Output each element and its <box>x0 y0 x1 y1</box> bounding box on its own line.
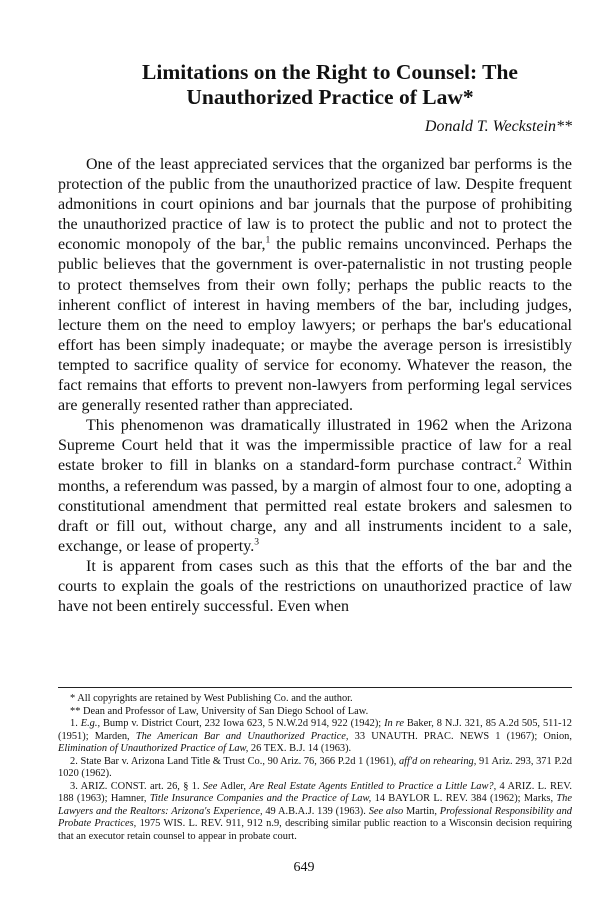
title-line-1: Limitations on the Right to Counsel: The <box>142 60 518 84</box>
footnote-2: 2. State Bar v. Arizona Land Title & Trust Co., 90 Ariz. 76, 366 P.2d 1 (1961), aff'd on rehearing, 91 Ariz. 293, 371 P.2d 1020 (1962). <box>58 755 572 779</box>
footnote-ref-2: 2 <box>516 456 522 468</box>
footnote-ref-1: 1 <box>265 235 271 247</box>
author-byline: Donald T. Weckstein** <box>424 118 572 135</box>
title-line-2: Unauthorized Practice of Law* <box>186 85 474 109</box>
page-number: 649 <box>293 860 315 875</box>
paragraph-2: This phenomenon was dramatically illustrated in 1962 when the Arizona Supreme Court held that it was the impermissible practice of law for a real estate broker to fill in blanks on a standard-form purchase contract.$^2$ Within months, a referendum was passed, by a margin of almost four to one, adopting a constitutional amendment that permitted real estate brokers and salesmen to draft or fill out, without charge, any and all instruments incident to a sale, exchange, or lease of property.$^3$ <box>58 417 573 555</box>
article-title <box>60 60 600 110</box>
footnote-star: * All copyrights are retained by West Publishing Co. and the author. <box>70 693 353 704</box>
footnote-3: 3. ARIZ. CONST. art. 26, § 1. See Adler, Are Real Estate Agents Entitled to Practice a Little Law?, 4 ARIZ. L. REV. 188 (1963); Hamner, Title Insurance Companies and the Practice of Law, 14 BAYLOR L. REV. 384 (1962); Marks, The Lawyers and the Realtors: Arizona's Experience, 49 A.B.A.J. 139 (1963). See also Martin, Professional Responsibility and Probate Practices, 1975 WIS. L. REV. 911, 912 n.9, describing similar public reaction to a Wisconsin decision requiring that an executor retain counsel to appear in probate court. <box>58 780 573 842</box>
footnote-ref-3: 3 <box>254 536 259 548</box>
article-body <box>58 155 572 617</box>
footnote-1: 1. E.g., Bump v. District Court, 232 Iowa 623, 5 N.W.2d 914, 922 (1942); In re Baker, 8 N.J. 321, 85 A.2d 505, 511-12 (1951); Marden, The American Bar and Unauthorized Practice, 33 UNAUTH. PRAC. NEWS 1 (1967); Onion, Elimination of Unauthorized Practice of Law, 26 TEX. B.J. 14 (1963). <box>58 718 573 754</box>
paragraph-3: It is apparent from cases such as this that the efforts of the bar and the courts to explain the goals of the restrictions on unauthorized practice of law have not been entirely successful. Even when <box>58 557 572 616</box>
footnotes <box>58 693 572 843</box>
footnote-divider <box>58 687 572 688</box>
footnote-double-star: ** Dean and Professor of Law, University of San Diego School of Law. <box>70 705 369 717</box>
paragraph-1: One of the least appreciated services that the organized bar performs is the protection of the public from the unauthorized practice of law. Despite frequent admonitions in court opinions and bar journals that the purpose of prohibiting the unauthorized practice of law is to protect the public and not to protect the economic monopoly of the bar,$^1$ the public remains unconvinced. Perhaps the public believes that the government is over-paternalistic in not trusting people to protect themselves from their own folly; perhaps the public reacts to the inherent conflict of interest in having members of the bar, including judges, lecture them on the need to employ lawyers; or perhaps the bar's educational effort has been simply inadequate; or maybe the average person is irresistibly tempted to sacrifice quality of service for economy. Whatever the reason, the fact remains that efforts to prevent non-lawyers from performing legal services are generally resented rather than appreciated. <box>58 156 573 415</box>
